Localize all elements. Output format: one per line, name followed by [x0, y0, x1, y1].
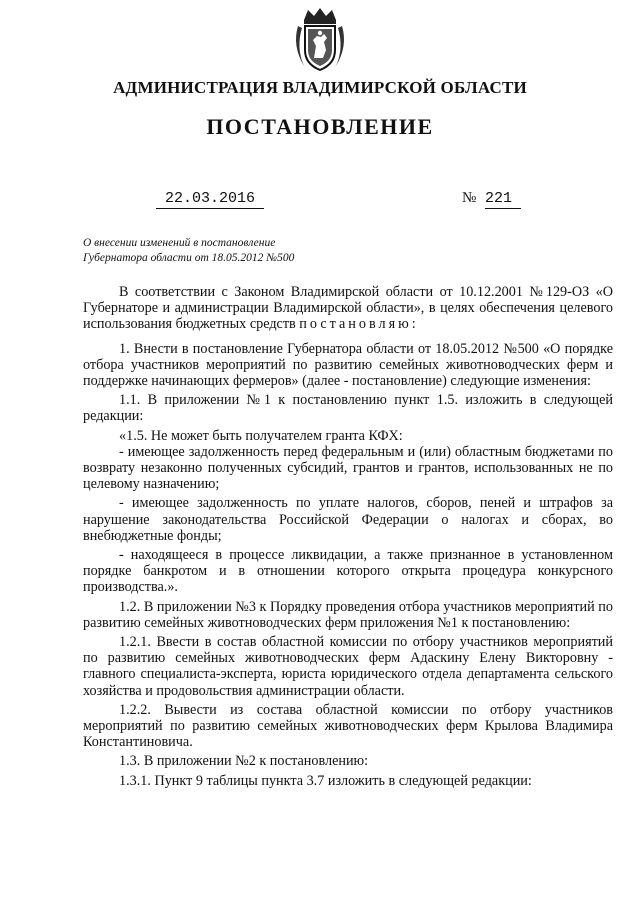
paragraph-1-1: 1.1. В приложении №1 к постановлению пункт 1.5. изложить в следующей редакции: — [83, 392, 613, 425]
document-number: 221 — [485, 190, 521, 209]
paragraph-1-3-1: 1.3.1. Пункт 9 таблицы пункта 3.7 изложить в следующей редакции: — [119, 772, 532, 789]
document-type: ПОСТАНОВЛЕНИЕ — [206, 114, 434, 139]
paragraph-1-5: «1.5. Не может быть получателем гранта КФХ: — [119, 427, 403, 444]
paragraph-1: 1. Внести в постановление Губернатора области от 18.05.2012 №500 «О порядке отбора участников мероприятий по развитию семейных животноводческих ферм и поддержке начинающих фермеров» (далее - постановление) следующие изменения: — [83, 340, 613, 390]
document-subject — [83, 236, 294, 266]
document-body — [83, 284, 613, 789]
document-date: 22.03.2016 — [156, 190, 264, 209]
subject-line-2: Губернатора области от 18.05.2012 №500 — [83, 252, 295, 264]
organization-name: АДМИНИСТРАЦИЯ ВЛАДИМИРСКОЙ ОБЛАСТИ — [113, 78, 527, 97]
paragraph-1-2-1: 1.2.1. Ввести в состав областной комиссии по отбору участников мероприятий по развитию семейных животноводческих ферм Адаскину Елену Викторовну - главного специалиста-эксперта, юриста юридического отдела департамента сельского хозяйства и продовольствия администрации области. — [83, 634, 613, 699]
preamble-paragraph — [83, 284, 613, 333]
number-label: № — [462, 190, 477, 206]
coat-of-arms-icon — [290, 6, 350, 74]
subject-line-1: О внесении изменений в постановление — [83, 237, 276, 249]
paragraph-1-2-2: 1.2.2. Вывести из состава областной комиссии по отбору участников мероприятий по развитию семейных животноводческих ферм Крылова Владимира Константиновича. — [83, 701, 613, 751]
paragraph-1-2: 1.2. В приложении №3 к Порядку проведения отбора участников мероприятий по развитию семейных животноводческих ферм приложения №1 к постановлению: — [83, 598, 613, 631]
list-item-debt-taxes: - имеющее задолженность по уплате налогов, сборов, пеней и штрафов за нарушение законодательства Российской Федерации о налогах и сборах, во внебюджетные фонды; — [83, 495, 613, 544]
preamble-verb: постановляю: — [299, 316, 419, 333]
paragraph-1-3: 1.3. В приложении №2 к постановлению: — [119, 753, 369, 770]
preamble-text: В соответствии с Законом Владимирской области от 10.12.2001 №129-ОЗ «О Губернаторе и администрации Владимирской области», в целях обеспечения целевого использования бюджетных средств — [83, 284, 613, 333]
list-item-liquidation: - находящееся в процессе ликвидации, а также признанное в установленном порядке банкротом и в отношении которого открыта процедура конкурсного производства.». — [83, 547, 613, 596]
list-item-debt-budget: - имеющее задолженность перед федеральным и (или) областным бюджетами по возврату незаконно полученных субсидий, грантов и грантов, использованных не по целевому назначению; — [83, 443, 613, 493]
